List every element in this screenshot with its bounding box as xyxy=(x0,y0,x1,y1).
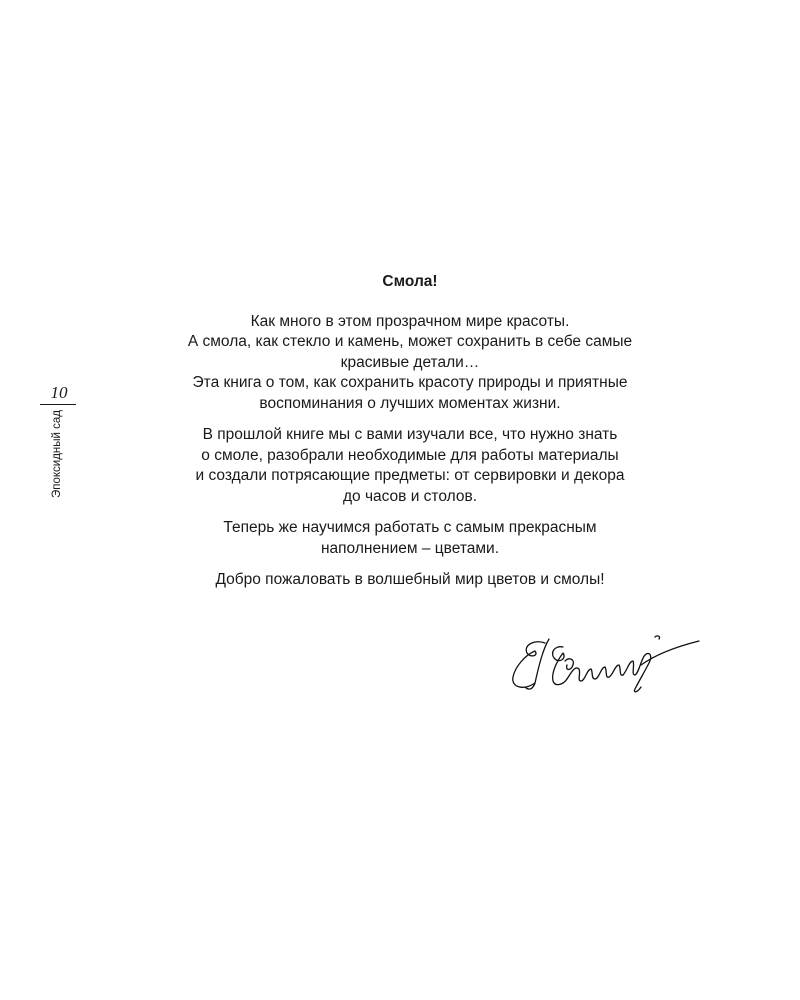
text-line: воспоминания о лучших моментах жизни. xyxy=(259,394,561,412)
handwritten-signature-icon xyxy=(505,625,705,700)
page-number: 10 xyxy=(50,383,68,402)
paragraph-4 xyxy=(100,570,720,591)
text-line: до часов и столов. xyxy=(342,487,478,505)
page-title: Смола! xyxy=(382,273,438,290)
page-number-divider xyxy=(40,404,76,405)
paragraph-2 xyxy=(100,425,720,507)
paragraph-3 xyxy=(100,518,720,559)
text-line: о смоле, разобрали необходимые для работы материалы xyxy=(201,446,619,464)
paragraph-1 xyxy=(100,312,720,415)
running-head-text: Эпоксидный сад xyxy=(51,410,63,499)
text-line: А смола, как стекло и камень, может сохранить в себе самые xyxy=(187,333,633,350)
main-text-block xyxy=(100,272,720,602)
text-line: Теперь же научимся работать с самым прекрасным xyxy=(223,519,597,536)
text-line: Эта книга о том, как сохранить красоту природы и приятные xyxy=(192,374,628,391)
text-line: красивые детали… xyxy=(340,353,480,371)
text-line: и создали потрясающие предметы: от сервировки и декора xyxy=(195,467,625,484)
text-line: Как много в этом прозрачном мире красоты. xyxy=(250,312,570,330)
text-line: Добро пожаловать в волшебный мир цветов и смолы! xyxy=(215,571,605,588)
text-line: наполнением – цветами. xyxy=(320,539,499,557)
text-line: В прошлой книге мы с вами изучали все, что нужно знать xyxy=(202,426,618,443)
